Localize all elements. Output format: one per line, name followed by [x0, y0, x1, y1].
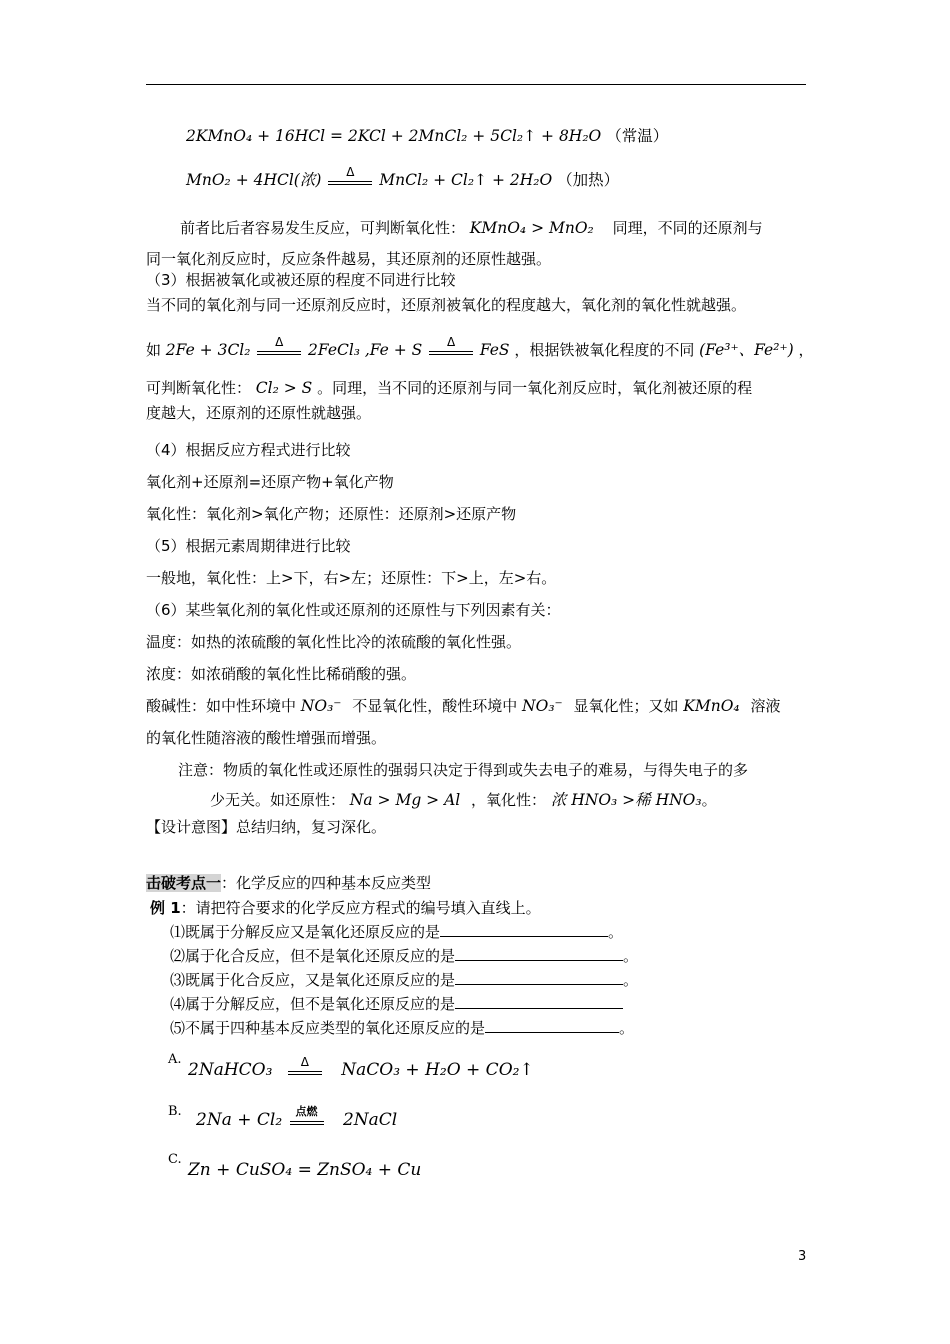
question-1 — [170, 922, 623, 942]
equation-1-note: （常温） — [606, 127, 669, 145]
heating-arrow — [288, 1054, 322, 1078]
note-line2 — [210, 790, 717, 810]
answer-blank[interactable] — [455, 994, 623, 1009]
acidity-text-b: 不显氧化性，酸性环境中 — [352, 697, 518, 715]
answer-blank[interactable] — [485, 1018, 619, 1033]
fe-cl2-left: 2Fe + 3Cl₂ — [165, 341, 251, 359]
header-rule — [146, 84, 806, 85]
acidity-text-c: 显氧化性；又如 — [573, 697, 679, 715]
question-text: ⑸不属于四种基本反应类型的氧化还原反应的是 — [170, 1019, 486, 1037]
equation-2-left: MnO₂ + 4HCl(浓) — [186, 171, 322, 189]
fe-s-left: ,Fe + S — [364, 341, 423, 359]
equation-2 — [186, 165, 620, 190]
answer-blank[interactable] — [440, 922, 608, 937]
heating-arrow — [328, 165, 372, 188]
option-a-left: 2NaHCO₃ — [188, 1060, 273, 1080]
acidity-line2: 的氧化性随溶液的酸性增强而增强。 — [146, 729, 387, 747]
para1-text-a: 前者比后者容易发生反应，可判断氧化性： — [180, 219, 466, 237]
heating-arrow — [429, 334, 473, 358]
option-c-equation: Zn + CuSO₄ = ZnSO₄ + Cu — [188, 1160, 422, 1180]
section-5-line1: 一般地，氧化性：上>下，右>左；还原性：下>上，左>右。 — [146, 569, 557, 587]
nitrate-ion: NO₃⁻ — [300, 697, 342, 715]
question-text: ⑵属于化合反应，但不是氧化还原反应的是 — [170, 947, 456, 965]
para1-line2: 同一氧化剂反应时，反应条件越易，其还原剂的还原性越强。 — [146, 250, 552, 268]
example-heading — [150, 898, 541, 918]
section-3-rest: 。同理，当不同的还原剂与同一氧化剂反应时，氧化剂被还原的程 — [317, 379, 753, 397]
section-3-mid-text: ，根据铁被氧化程度的不同 — [514, 341, 695, 359]
answer-blank[interactable] — [455, 946, 623, 961]
fe-cl2-right: 2FeCl₃ — [308, 341, 361, 359]
section-4-line1: 氧化剂+还原剂=还原产物+氧化产物 — [146, 473, 394, 491]
ru-text: 如 — [146, 341, 162, 359]
delta-symbol: Δ — [446, 334, 456, 349]
equation-1 — [186, 126, 668, 146]
question-2 — [170, 946, 638, 966]
para1-text-b: 同理，不同的还原剂与 — [612, 219, 763, 237]
note-text-a: 少无关。如还原性： — [210, 791, 346, 809]
option-b-left: 2Na + Cl₂ — [196, 1110, 283, 1130]
period: 。 — [619, 1019, 635, 1037]
kaodian-label: 击破考点一 — [146, 874, 222, 892]
answer-blank[interactable] — [455, 970, 623, 985]
period: 。 — [701, 791, 717, 809]
period: 。 — [608, 923, 624, 941]
note-line1: 注意：物质的氧化性或还原性的强弱只决定于得到或失去电子的难易，与得失电子的多 — [178, 761, 749, 779]
option-b-equation — [196, 1104, 398, 1130]
period: 。 — [623, 947, 639, 965]
delta-symbol: Δ — [346, 165, 355, 179]
section-4-line2: 氧化性：氧化剂>氧化产物；还原性：还原剂>还原产物 — [146, 505, 517, 523]
question-text: ⑶既属于化合反应，又是氧化还原反应的是 — [170, 971, 456, 989]
question-4 — [170, 994, 623, 1014]
temperature-line: 温度：如热的浓硫酸的氧化性比冷的浓硫酸的氧化性强。 — [146, 633, 522, 651]
delta-symbol: Δ — [300, 1054, 309, 1069]
section-3-line1: 当不同的氧化剂与同一还原剂反应时，还原剂被氧化的程度越大，氧化剂的氧化性就越强。 — [146, 296, 747, 314]
cl2-s-formula: Cl₂ > S — [255, 379, 313, 397]
option-c-letter: C. — [168, 1152, 182, 1167]
acidity-text-a: 酸碱性：如中性环境中 — [146, 697, 297, 715]
concentration-line: 浓度：如浓硝酸的氧化性比稀硝酸的强。 — [146, 665, 417, 683]
example-label: 例 1 — [150, 899, 181, 917]
page-number: 3 — [798, 1249, 807, 1264]
comma: ， — [798, 341, 814, 359]
para1-line1 — [180, 218, 763, 238]
question-5 — [170, 1018, 634, 1038]
equation-2-note: （加热） — [557, 171, 620, 189]
option-b-letter: B. — [168, 1104, 182, 1119]
delta-symbol: Δ — [275, 334, 284, 349]
ignition-arrow — [290, 1104, 324, 1128]
option-b-right: 2NaCl — [342, 1110, 398, 1130]
period: 。 — [623, 971, 639, 989]
section-5-heading: （5）根据元素周期律进行比较 — [146, 537, 351, 555]
judge-text: 可判断氧化性： — [146, 379, 252, 397]
example-text: ：请把符合要求的化学反应方程式的编号填入直线上。 — [180, 899, 541, 917]
option-a-letter: A. — [168, 1052, 182, 1067]
fe-ions: (Fe³⁺、Fe²⁺) — [699, 341, 794, 359]
design-intent: 【设计意图】总结归纳，复习深化。 — [146, 818, 387, 836]
ignition-label: 点燃 — [295, 1104, 318, 1118]
section-4-heading: （4）根据反应方程式进行比较 — [146, 441, 351, 459]
equation-1-formula: 2KMnO₄ + 16HCl = 2KCl + 2MnCl₂ + 5Cl₂↑ + 8H₂O — [186, 127, 602, 145]
option-a-equation — [188, 1054, 534, 1080]
section-3-line3 — [146, 378, 752, 398]
equation-2-right: MnCl₂ + Cl₂↑ + 2H₂O — [379, 171, 553, 189]
question-3 — [170, 970, 638, 990]
section-3-line4: 度越大，还原剂的还原性就越强。 — [146, 404, 372, 422]
question-text: ⑷属于分解反应，但不是氧化还原反应的是 — [170, 995, 456, 1013]
nitrate-ion: NO₃⁻ — [522, 697, 563, 715]
kaodian-heading — [146, 873, 431, 893]
para1-formula: KMnO₄ > MnO₂ — [469, 219, 594, 237]
heating-arrow — [257, 334, 301, 358]
fe-s-right: FeS — [479, 341, 510, 359]
hno3-formula: 浓 HNO₃ >稀 HNO₃ — [550, 791, 702, 809]
acidity-text-d: 溶液 — [750, 697, 781, 715]
kmno4-formula: KMnO₄ — [683, 697, 740, 715]
reducing-order-formula: Na > Mg > Al — [349, 791, 461, 809]
kaodian-title: ：化学反应的四种基本反应类型 — [221, 874, 432, 892]
section-3-line2 — [146, 334, 814, 360]
note-text-b: ，氧化性： — [471, 791, 547, 809]
section-3-heading: （3）根据被氧化或被还原的程度不同进行比较 — [146, 271, 456, 289]
section-6-heading: （6）某些氧化剂的氧化性或还原剂的还原性与下列因素有关： — [146, 601, 561, 619]
option-a-right: NaCO₃ + H₂O + CO₂↑ — [341, 1060, 534, 1080]
acidity-line1 — [146, 696, 780, 716]
question-text: ⑴既属于分解反应又是氧化还原反应的是 — [170, 923, 441, 941]
